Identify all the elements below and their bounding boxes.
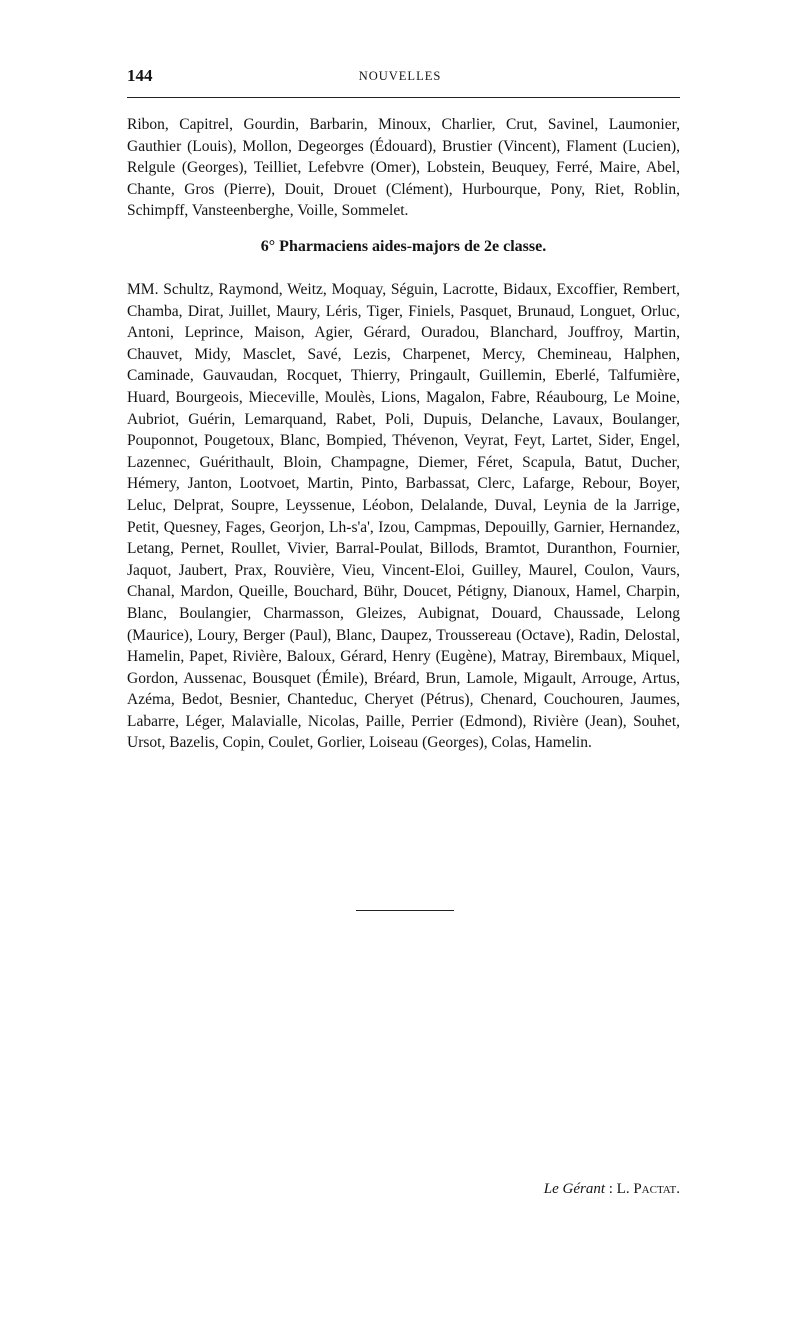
signature-label: Le Gérant [543, 1181, 605, 1197]
end-rule [356, 910, 454, 911]
header-rule [127, 97, 680, 98]
section-heading: 6° Pharmaciens aides-majors de 2e classe. [260, 238, 547, 255]
signature-name: L. Pactat. [616, 1181, 680, 1197]
page-number: 144 [127, 66, 153, 85]
signature-line [544, 1181, 680, 1198]
signature-separator: : [605, 1181, 617, 1197]
running-title: NOUVELLES [358, 69, 442, 83]
name-list-paragraph-2: MM. Schultz, Raymond, Weitz, Moquay, Séguin, Lacrotte, Bidaux, Excoffier, Rembert, Chamba, Dirat, Juillet, Maury, Léris, Tiger, Finiels, Pasquet, Brunaud, Longuet, Orluc, Antoni, Leprince, Maison, Agier, Gérard, Ouradou, Blanchard, Jouffroy, Martin, Chauvet, Midy, Masclet, Savé, Lezis, Charpenet, Mercy, Chemineau, Halphen, Caminade, Gauvaudan, Rocquet, Thierry, Pringault, Guillemin, Eberlé, Talfumière, Huard, Bourgeois, Mieceville, Moulès, Lions, Magalon, Fabre, Réaubourg, Le Moine, Aubriot, Guérin, Lemarquand, Rabet, Poli, Dupuis, Delanche, Lavaux, Boulanger, Pouponnot, Pougetoux, Blanc, Bompied, Thévenon, Veyrat, Feyt, Lartet, Sider, Engel, Lazennec, Guérithault, Bloin, Champagne, Diemer, Féret, Scapula, Batut, Ducher, Hémery, Janton, Lootvoet, Martin, Pinto, Barbassat, Clerc, Lafarge, Rebour, Boyer, Leluc, Delprat, Soupre, Leyssenue, Léobon, Delalande, Duval, Leynia de la Jarrige, Petit, Quesney, Fages, Georjon, Lh-s'a', Izou, Campmas, Depouilly, Garnier, Hernandez, Letang, Pernet, Roullet, Vivier, Barral-Poulat, Billods, Bramtot, Duranthon, Fournier, Jaquot, Jaubert, Prax, Rouvière, Vieu, Vincent-Eloi, Guilley, Maurel, Coulon, Vaurs, Chanal, Mardon, Queille, Bouchard, Bühr, Doucet, Pétigny, Dianoux, Hamel, Charpin, Blanc, Boulangier, Charmasson, Gleizes, Aubignat, Douard, Chaussade, Lelong (Maurice), Loury, Berger (Paul), Blanc, Daupez, Troussereau (Octave), Radin, Delostal, Hamelin, Papet, Rivière, Baloux, Gérard, Henry (Eugène), Matray, Birembaux, Miquel, Gordon, Aussenac, Bousquet (Émile), Bréard, Brun, Lamole, Migault, Arrouge, Artus, Azéma, Bedot, Besnier, Chanteduc, Cheryet (Pétrus), Chenard, Couchouren, Jaumes, Labarre, Léger, Malavialle, Nicolas, Paille, Perrier (Edmond), Rivière (Jean), Souhet, Ursot, Bazelis, Copin, Coulet, Gorlier, Loiseau (Georges), Colas, Hamelin. [127, 281, 680, 752]
name-list-paragraph-1: Ribon, Capitrel, Gourdin, Barbarin, Minoux, Charlier, Crut, Savinel, Laumonier, Gauthier (Louis), Mollon, Degeorges (Édouard), Brustier (Vincent), Flament (Lucien), Relgule (Georges), Teilliet, Lefebvre (Omer), Lobstein, Beuquey, Ferré, Maire, Abel, Chante, Gros (Pierre), Douit, Drouet (Clément), Hurbourque, Pony, Riet, Roblin, Schimpff, Vansteenberghe, Voille, Sommelet. [127, 116, 680, 220]
